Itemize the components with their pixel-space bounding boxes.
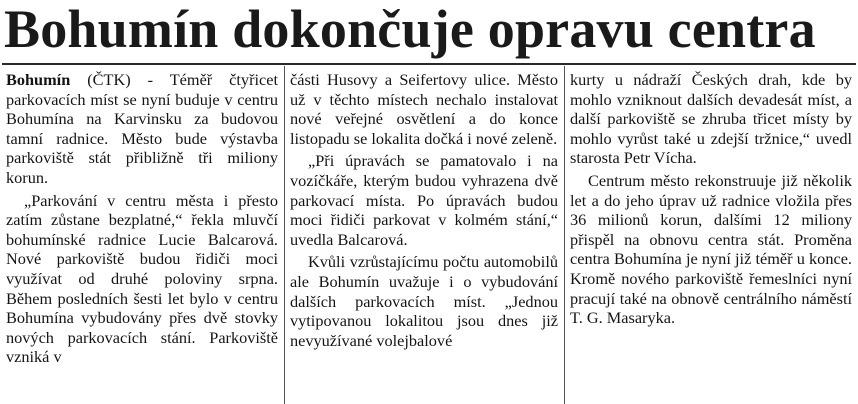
- column-divider: [284, 66, 285, 404]
- paragraph: Kvůli vzrůstajícímu počtu automobilů ale Bohumín uvažuje i o vybudování dalších parkovacích míst. „Jednou vytipovanou lokalitou jsou dnes již nevyužívané volejbalové: [290, 252, 558, 350]
- paragraph: „Parkování v centru města i přesto zatím zůstane bezplatné,“ řekla mluvčí bohumínské radnice Lucie Balcarová. Nové parkoviště budou řidiči moci využívat od druhé poloviny srpna. Během posledních šesti let bylo v centru Bohumína vybudovány přes dvě stovky nových parkovacích stání. Parkoviště vzniká v: [6, 190, 278, 367]
- column-divider: [564, 66, 565, 404]
- paragraph: kurty u nádraží Českých drah, kde by mohlo vzniknout dalších devadesát míst, a další parkoviště se zhruba třicet místy by mohlo vyrůst také u zdejší tržnice,“ uvedl starosta Petr Vícha.: [570, 70, 852, 168]
- paragraph: Centrum město rekonstruuje již několik let a do jeho úprav už radnice vložila přes 36 milionů korun, dalšími 12 miliony přispěl na obnovu centra stát. Proměna centra Bohumína je nyní již téměř u konce. Kromě nového parkoviště řemeslníci nyní pracují také na obnově centrálního náměstí T. G. Masaryka.: [570, 170, 852, 328]
- paragraph: „Při úpravách se pamatovalo i na vozíčkáře, kterým budou vyhrazena dvě parkovací místa. Po úpravách budou moci řidiči parkovat v kolmém stání,“ uvedla Balcarová.: [290, 151, 558, 249]
- paragraph-text: (ČTK) - Téměř čtyřicet parkovacích míst se nyní buduje v centru Bohumína na Karvinsku za budovou tamní radnice. Město bude výstavba parkoviště stát přibližně tři miliony korun.: [6, 70, 278, 187]
- paragraph: [6, 70, 278, 188]
- article-headline: Bohumín dokončuje opravu centra: [4, 0, 816, 59]
- paragraph: části Husovy a Seifertovy ulice. Město už v těchto místech nechalo instalovat nové veřejné osvětlení a do konce listopadu se lokalita dočká i nové zeleně.: [290, 70, 558, 148]
- dateline: Bohumín: [6, 70, 71, 89]
- article-column-2: [290, 70, 558, 404]
- article-column-3: [570, 70, 852, 404]
- headline-rule: [2, 63, 856, 65]
- article-column-1: [6, 70, 278, 404]
